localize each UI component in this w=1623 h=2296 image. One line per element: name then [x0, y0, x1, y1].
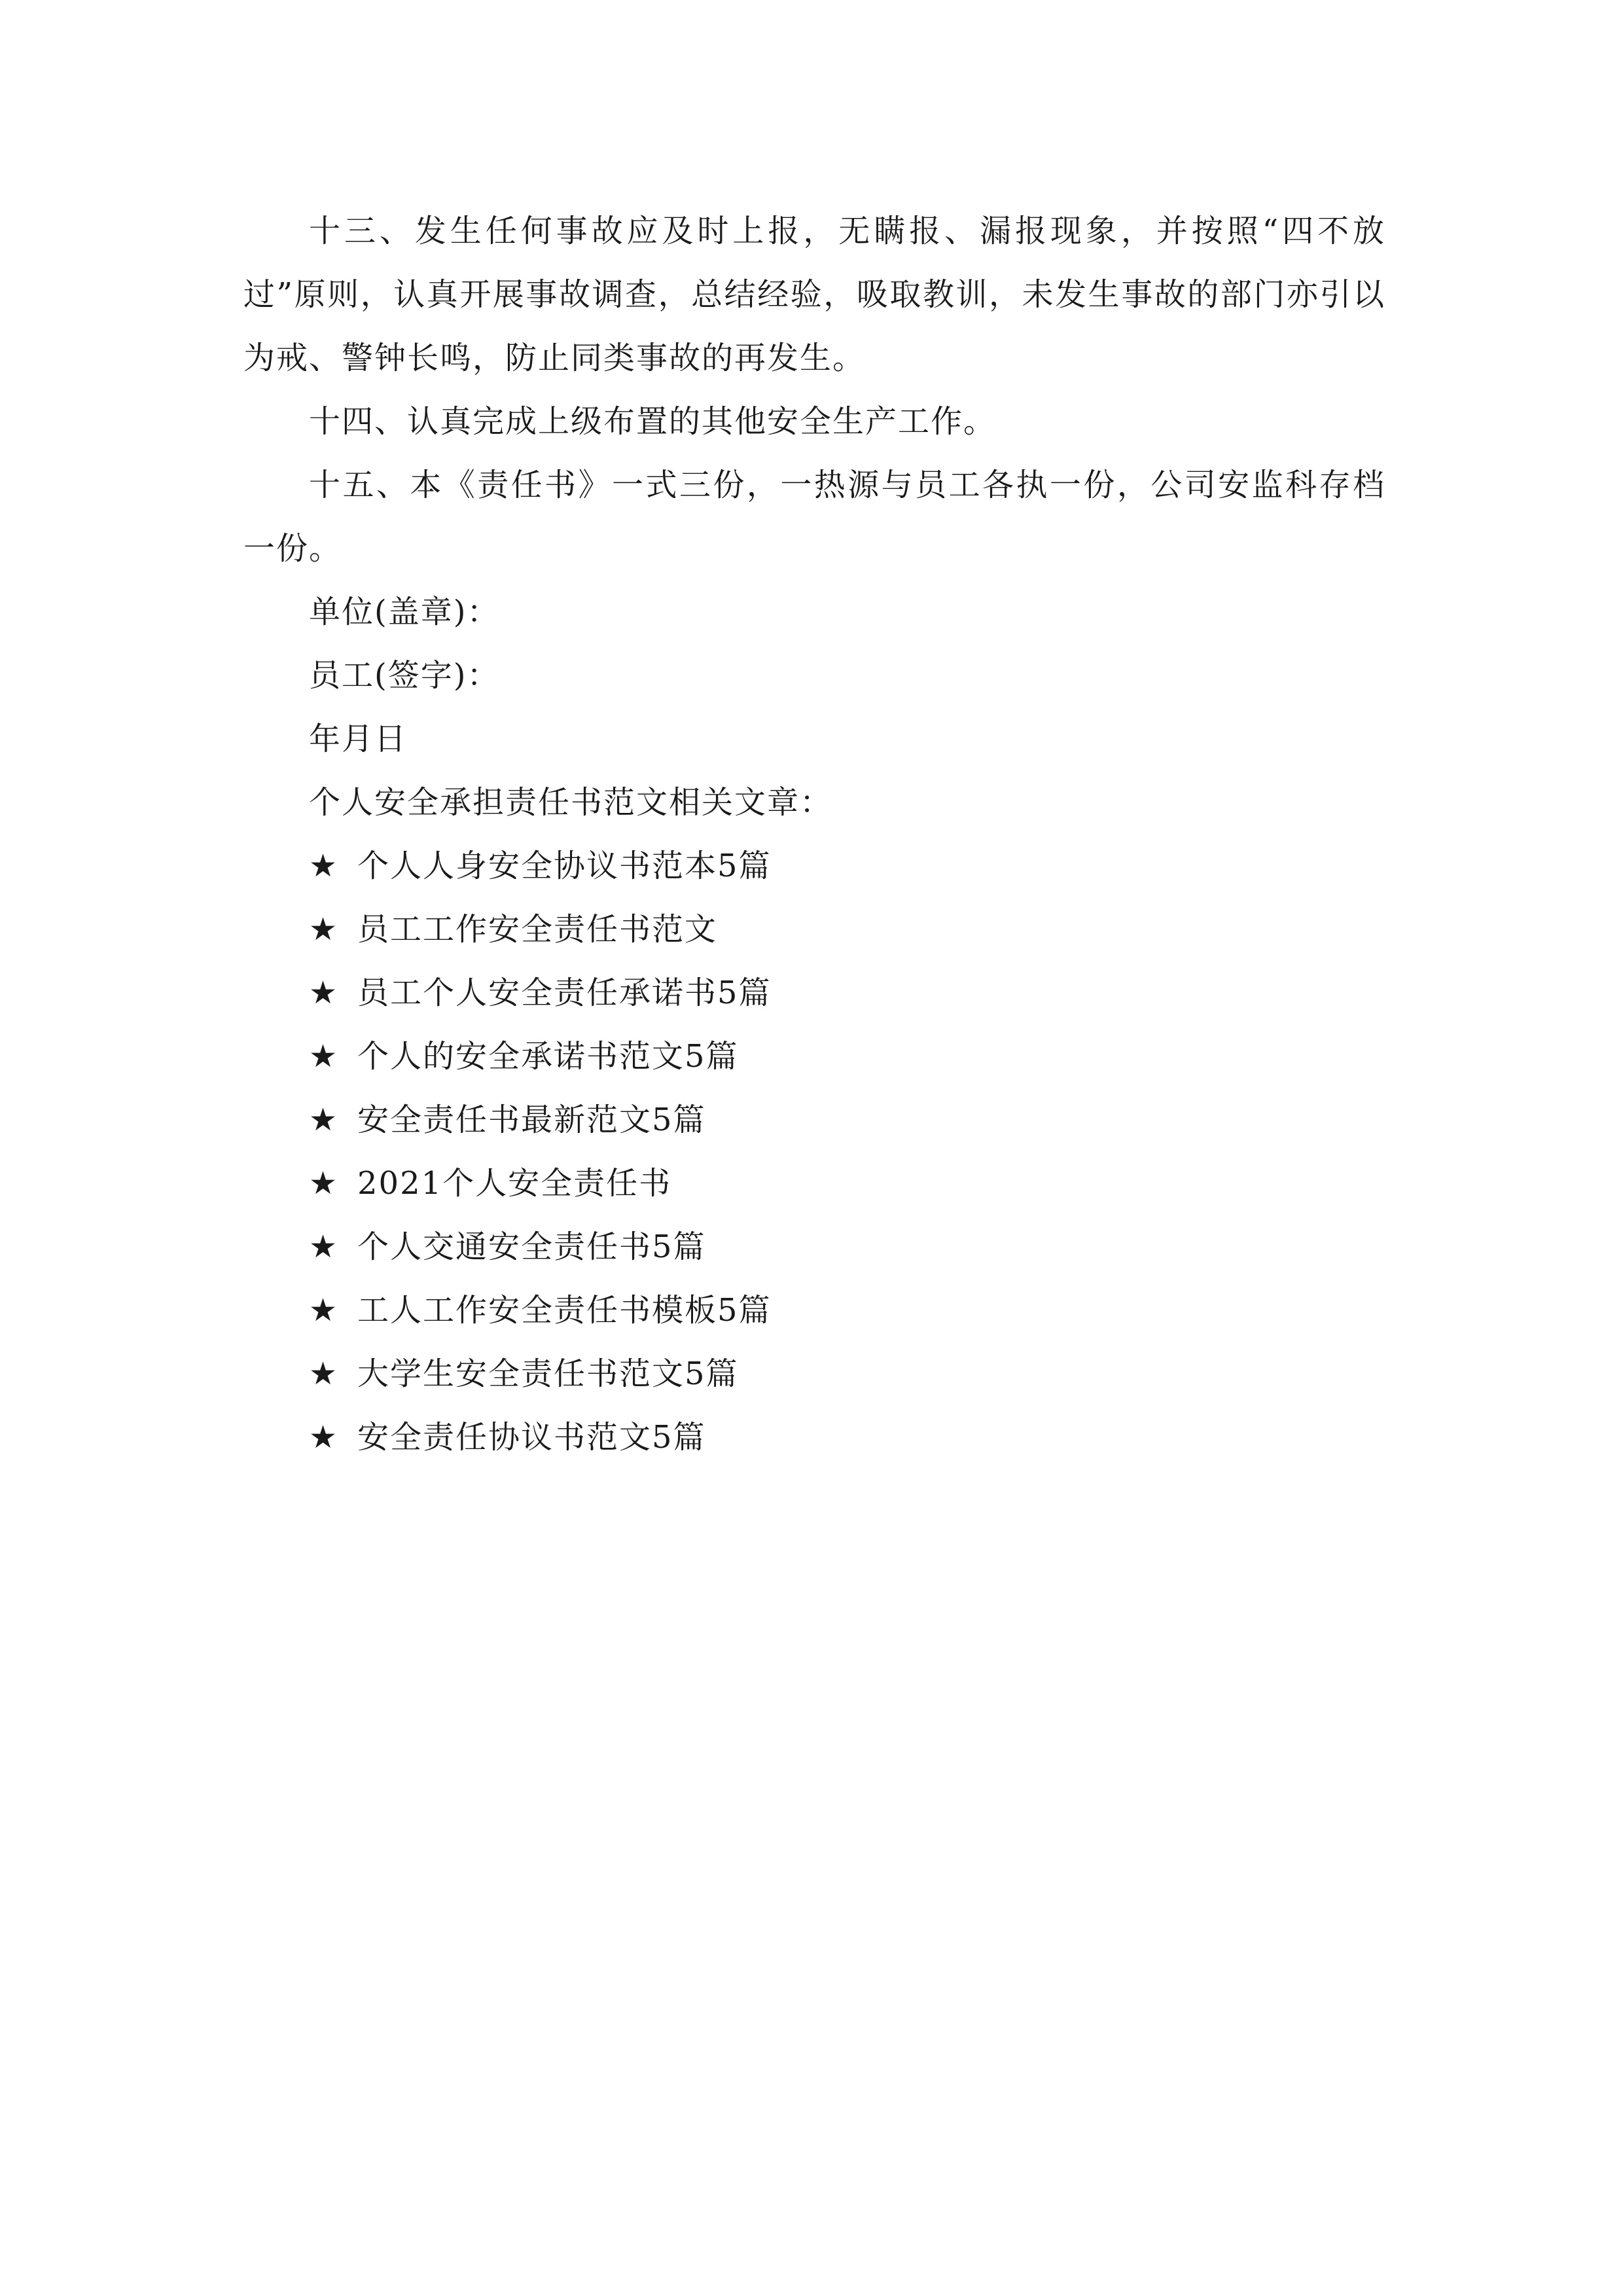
star-icon: ★ — [309, 1038, 339, 1075]
related-article-link[interactable]: 安全责任协议书范文5篇 — [357, 1419, 706, 1456]
employee-signature-line: 员工(签字)： — [309, 657, 500, 694]
star-icon: ★ — [309, 1355, 339, 1392]
related-article-link[interactable]: 工人工作安全责任书模板5篇 — [357, 1292, 772, 1329]
related-article-link[interactable]: 个人的安全承诺书范文5篇 — [357, 1038, 739, 1075]
star-icon: ★ — [309, 911, 339, 948]
clause-13: 十三、发生任何事故应及时上报，无瞒报、漏报现象，并按照“四不放过”原则，认真开展事故调查，总结经验，吸取教训，未发生事故的部门亦引以为戒、警钟长鸣，防止同类事故的再发生。 — [243, 213, 1385, 376]
unit-seal-line: 单位(盖章)： — [309, 594, 500, 630]
list-item[interactable] — [243, 1279, 1385, 1342]
date-line: 年月日 — [309, 721, 408, 757]
clause-15: 十五、本《责任书》一式三份，一热源与员工各执一份，公司安监科存档一份。 — [243, 467, 1385, 567]
list-item[interactable] — [243, 898, 1385, 961]
list-item[interactable] — [243, 1025, 1385, 1088]
list-item[interactable] — [243, 961, 1385, 1025]
related-article-link[interactable]: 大学生安全责任书范文5篇 — [357, 1355, 739, 1392]
related-articles-list — [243, 834, 1385, 1469]
list-item[interactable] — [243, 1342, 1385, 1406]
related-article-link[interactable]: 安全责任书最新范文5篇 — [357, 1102, 706, 1138]
list-item[interactable] — [243, 1406, 1385, 1469]
list-item[interactable] — [243, 1088, 1385, 1152]
star-icon: ★ — [309, 848, 339, 884]
star-icon: ★ — [309, 1292, 339, 1329]
related-article-link[interactable]: 个人交通安全责任书5篇 — [357, 1229, 706, 1265]
star-icon: ★ — [309, 1419, 339, 1456]
star-icon: ★ — [309, 1102, 339, 1138]
related-article-link[interactable]: 员工工作安全责任书范文 — [357, 911, 718, 948]
related-articles-heading: 个人安全承担责任书范文相关文章： — [309, 784, 833, 821]
related-article-link[interactable]: 员工个人安全责任承诺书5篇 — [357, 975, 772, 1011]
clause-14: 十四、认真完成上级布置的其他安全生产工作。 — [309, 403, 997, 440]
star-icon: ★ — [309, 1165, 339, 1202]
star-icon: ★ — [309, 975, 339, 1011]
list-item[interactable] — [243, 834, 1385, 898]
star-icon: ★ — [309, 1229, 339, 1265]
related-article-link[interactable]: 2021个人安全责任书 — [357, 1165, 672, 1202]
document-body — [243, 200, 1385, 1469]
list-item[interactable] — [243, 1152, 1385, 1215]
related-article-link[interactable]: 个人人身安全协议书范本5篇 — [357, 848, 772, 884]
list-item[interactable] — [243, 1215, 1385, 1279]
